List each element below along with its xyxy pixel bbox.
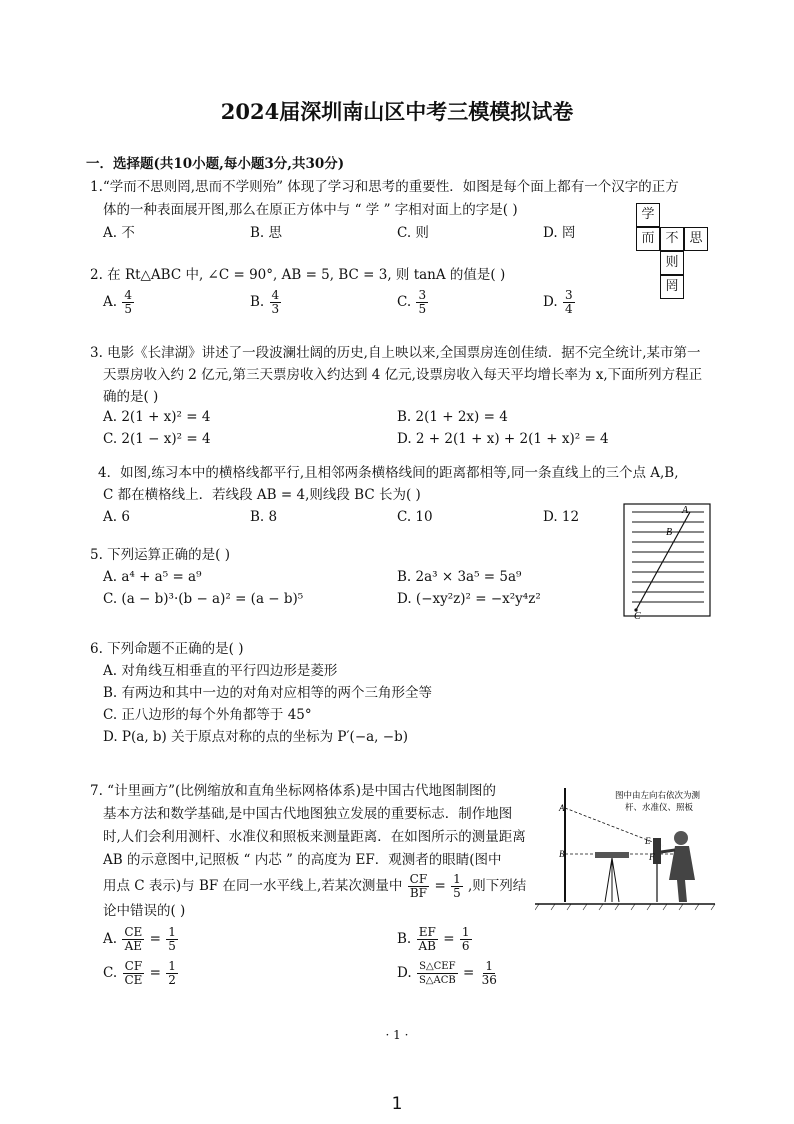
denominator: 5	[168, 939, 176, 953]
q5-option-b: B. 2a³ × 3a⁵ = 5a⁹	[397, 569, 522, 585]
q2-stem: 2. 在 Rt△ABC 中, ∠C = 90°, AB = 5, BC = 3, 则 tanA 的值是( )	[90, 267, 506, 283]
fraction	[417, 960, 458, 987]
q4-option-b: B. 8	[250, 509, 278, 525]
figure-caption: 杆、水准仪、照板	[625, 803, 694, 813]
numerator: 4	[271, 288, 280, 302]
q7-option-d: D. $\frac{\text{S△CEF}}{\text{S△ACB}}$ = $\frac{1}{36}$	[397, 959, 497, 987]
numerator: 3	[564, 288, 573, 302]
q4-stem-line1: 4．如图,练习本中的横格线都平行,且相邻两条横格线间的距离都相等,同一条直线上的三个点 A,B,	[98, 465, 679, 481]
option-label: B.	[250, 294, 265, 310]
q1-option-c: C. 则	[397, 225, 429, 241]
net-cell: 学	[636, 203, 660, 227]
net-cell: 不	[660, 227, 684, 251]
numerator: 4	[124, 288, 132, 302]
point-label: C	[634, 611, 641, 620]
fraction	[563, 289, 575, 316]
numerator: 1	[485, 959, 494, 973]
numerator: 1	[453, 872, 461, 886]
option-label: A.	[103, 294, 118, 310]
q5-option-a: A. a⁴ + a⁵ = a⁹	[103, 569, 202, 585]
q6-option-a: A. 对角线互相垂直的平行四边形是菱形	[103, 663, 338, 679]
option-label: C.	[397, 294, 412, 310]
q7-stem-line3: 时,人们会利用测杆、水准仪和照板来测量距离．在如图所示的测量距离	[103, 829, 526, 845]
page-number: 1	[391, 1094, 403, 1114]
q2-option-c	[397, 289, 429, 316]
q1-stem-line2: 体的一种表面展开图,那么在原正方体中与 “ 学 ” 字相对面上的字是( )	[103, 202, 518, 218]
figure-caption: 图中由左向右依次为测	[615, 791, 701, 801]
net-cell: 罔	[660, 275, 684, 299]
point-label: F	[649, 852, 655, 862]
option-label: B.	[397, 931, 412, 947]
option-label: D.	[397, 965, 412, 981]
option-label: A.	[103, 931, 118, 947]
numerator: S△CEF	[419, 961, 456, 972]
numerator: 1	[461, 925, 470, 939]
numerator: 3	[418, 288, 427, 302]
numerator: CF	[409, 872, 428, 886]
denominator: 5	[418, 302, 427, 316]
q7-option-a: A. $\frac{CE}{AE}$ = $\frac{1}{5}$	[103, 925, 176, 953]
denominator: AB	[418, 939, 436, 953]
option-label: C.	[103, 965, 118, 981]
page-title: 2024届深圳南山区中考三模模拟试卷	[220, 99, 574, 124]
q7-stem-line4: AB 的示意图中,记照板 “ 内芯 ” 的高度为 EF．观测者的眼睛(图中	[103, 852, 502, 868]
q5-option-d: D. (−xy²z)² = −x²y⁴z²	[397, 591, 541, 607]
denominator: AE	[124, 939, 143, 953]
denominator: 2	[168, 973, 176, 987]
q3-stem-line1: 3. 电影《长津湖》讲述了一段波澜壮阔的历史,自上映以来,全国票房连创佳绩．据不完全统计,某市第一	[90, 345, 701, 361]
denominator: BF	[409, 886, 427, 900]
point-label: B	[666, 527, 673, 538]
q7-stem-line6: 论中错误的( )	[103, 903, 186, 919]
q3-option-d: D. 2 + 2(1 + x) + 2(1 + x)² = 4	[397, 431, 609, 447]
denominator: 5	[453, 886, 461, 900]
fraction	[166, 960, 178, 987]
q4-option-d: D. 12	[543, 509, 580, 525]
q3-option-c: C. 2(1 − x)² = 4	[103, 431, 211, 447]
net-cell: 思	[684, 227, 708, 251]
q3-option-b: B. 2(1 + 2x) = 4	[397, 409, 508, 425]
q4-option-c: C. 10	[397, 509, 433, 525]
denominator: 4	[564, 302, 573, 316]
q4-stem-line2: C 都在横格线上．若线段 AB = 4,则线段 BC 长为( )	[103, 487, 421, 503]
numerator: CE	[124, 925, 143, 939]
numerator: CF	[124, 959, 143, 973]
denominator: CE	[124, 973, 143, 987]
fraction	[270, 289, 282, 316]
surveying-figure	[535, 780, 717, 912]
denominator: 36	[481, 973, 497, 987]
q1-option-d: D. 罔	[543, 225, 576, 241]
point-label: A	[559, 803, 565, 813]
q6-option-d: D. P(a, b) 关于原点对称的点的坐标为 P′(−a, −b)	[103, 729, 408, 745]
point-label: E	[645, 836, 651, 846]
q1-option-a: A. 不	[103, 225, 135, 241]
q5-option-c: C. (a − b)³·(b − a)² = (a − b)⁵	[103, 591, 304, 607]
denominator: 6	[461, 939, 470, 953]
section-heading: 一．选择题(共10小题,每小题3分,共30分)	[86, 156, 345, 172]
q1-stem-line1: 1.“学而不思则罔,思而不学则殆” 体现了学习和思考的重要性．如图是每个面上都有一个汉字的正方	[90, 179, 679, 195]
q6-option-b: B. 有两边和其中一边的对角对应相等的两个三角形全等	[103, 685, 433, 701]
q2-option-d	[543, 289, 576, 316]
fraction	[460, 926, 472, 953]
q7-line5-tail: ,则下列结	[468, 878, 527, 894]
fraction	[122, 289, 134, 316]
q7-option-c: C. $\frac{CF}{CE}$ = $\frac{1}{2}$	[103, 959, 176, 987]
q3-stem-line3: 确的是( )	[103, 389, 159, 405]
fraction	[451, 873, 463, 900]
equals-sign: =	[434, 878, 446, 894]
numerator: 1	[168, 959, 176, 973]
ruled-paper-figure	[622, 502, 714, 620]
q7-stem-line2: 基本方法和数学基础,是中国古代地图独立发展的重要标志．制作地图	[103, 806, 513, 822]
net-cell: 则	[660, 251, 684, 275]
q2-option-b	[250, 289, 282, 316]
q4-option-a: A. 6	[103, 509, 130, 525]
q3-stem-line2: 天票房收入约 2 亿元,第三天票房收入约达到 4 亿元,设票房收入每天平均增长率为 x,下面所列方程正	[103, 367, 703, 383]
q7-option-b: B. $\frac{EF}{AB}$ = $\frac{1}{6}$	[397, 925, 470, 953]
point-label: B	[559, 849, 565, 859]
q7-stem-line1: 7. “计里画方”(比例缩放和直角坐标网格体系)是中国古代地图制图的	[90, 783, 497, 799]
fraction	[122, 926, 144, 953]
fraction	[480, 960, 499, 987]
fraction	[417, 926, 438, 953]
q6-option-c: C. 正八边形的每个外角都等于 45°	[103, 707, 312, 723]
net-cell: 而	[636, 227, 660, 251]
fraction	[416, 289, 428, 316]
q5-stem: 5. 下列运算正确的是( )	[90, 547, 230, 563]
q2-option-a	[103, 289, 135, 316]
denominator: 5	[124, 302, 132, 316]
q7-stem-line5	[103, 873, 526, 900]
numerator: EF	[418, 925, 436, 939]
option-label: D.	[543, 294, 558, 310]
fraction	[122, 960, 144, 987]
denominator: 3	[271, 302, 280, 316]
q3-option-a: A. 2(1 + x)² = 4	[103, 409, 211, 425]
numerator: 1	[168, 925, 176, 939]
q1-option-b: B. 思	[250, 225, 283, 241]
q6-stem: 6. 下列命题不正确的是( )	[90, 641, 244, 657]
fraction	[166, 926, 178, 953]
denominator: S△ACB	[418, 975, 456, 986]
page-footer: · 1 ·	[385, 1028, 409, 1042]
fraction	[408, 873, 430, 900]
q7-line5-text: 用点 C 表示)与 BF 在同一水平线上,若某次测量中	[103, 878, 403, 894]
point-label: A	[682, 505, 689, 516]
